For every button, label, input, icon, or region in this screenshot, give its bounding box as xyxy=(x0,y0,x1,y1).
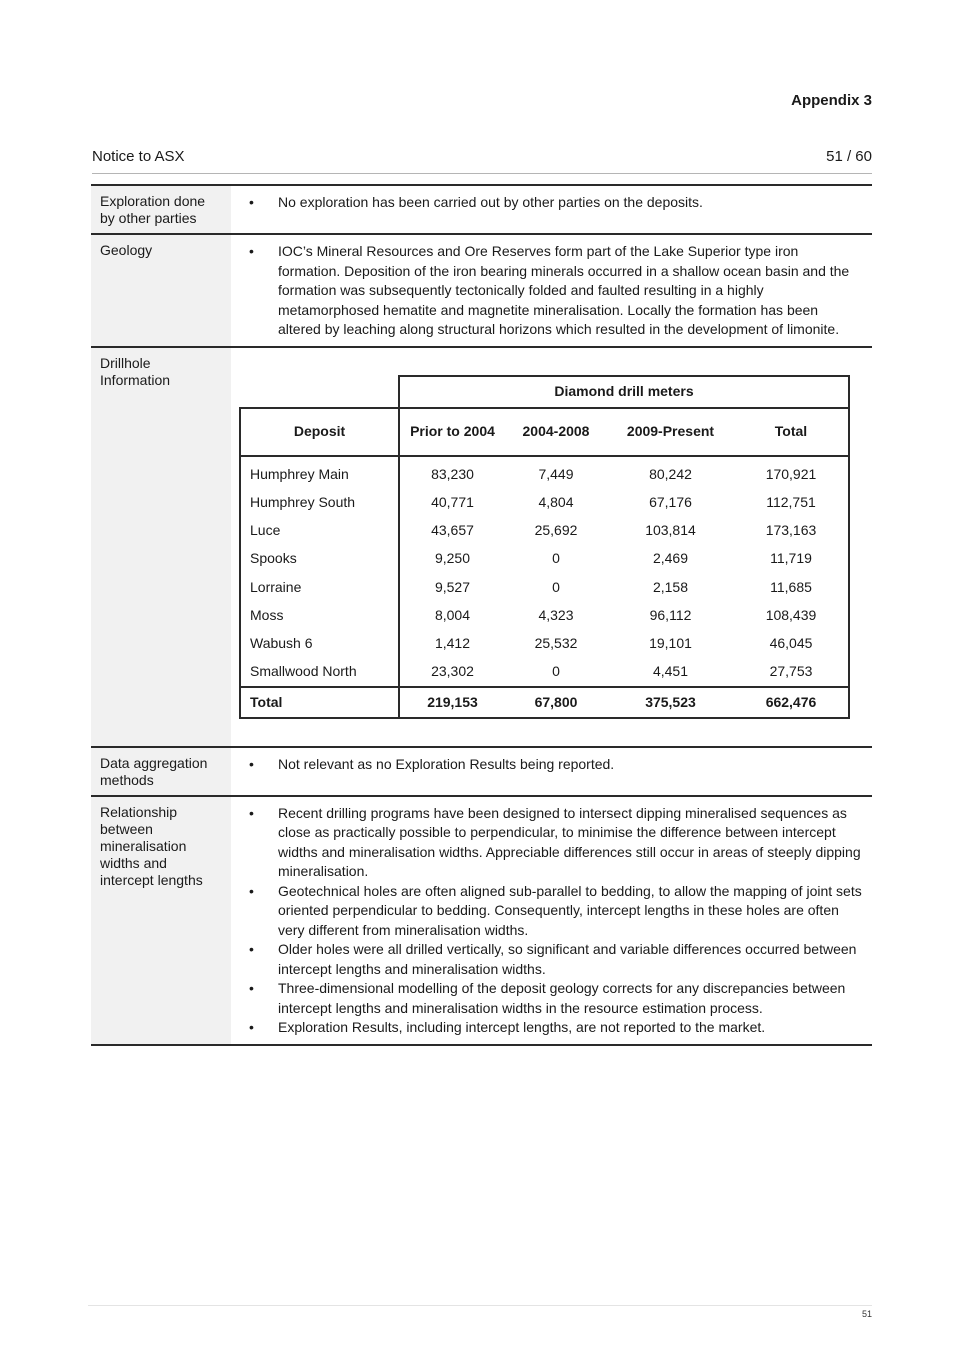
footer-divider xyxy=(88,1305,872,1306)
total-cell: 375,523 xyxy=(607,687,734,718)
meters-cell: 4,804 xyxy=(538,494,574,511)
deposit-name-cell: Luce xyxy=(240,517,399,545)
drill-super-header: Diamond drill meters xyxy=(399,376,849,408)
column-header: Total xyxy=(734,408,849,456)
meters-cell: 40,771 xyxy=(399,489,505,517)
drill-meters-table xyxy=(239,375,850,720)
meters-cell: 2,158 xyxy=(652,578,689,595)
section-row-relationship xyxy=(91,796,872,1045)
drill-data-row xyxy=(240,658,849,687)
meters-cell: 8,004 xyxy=(399,601,505,629)
section-content xyxy=(231,796,872,1045)
meters-cell: 112,751 xyxy=(734,489,849,517)
column-header: 2004-2008 xyxy=(505,408,607,456)
drill-column-header-row xyxy=(240,408,849,456)
drill-super-header-row xyxy=(240,376,849,408)
deposit-name-cell: Wabush 6 xyxy=(240,630,399,658)
deposit-name-cell: Moss xyxy=(240,601,399,629)
column-header: Deposit xyxy=(240,408,399,456)
bullet-item: • Not relevant as no Exploration Results being reported. xyxy=(243,755,862,775)
drill-data-row xyxy=(240,573,849,601)
meters-cell: 11,685 xyxy=(734,573,849,601)
meters-cell: 25,532 xyxy=(534,634,578,651)
meters-cell: 103,814 xyxy=(645,522,696,539)
deposit-name-cell: Smallwood North xyxy=(240,658,399,687)
section-content xyxy=(231,747,872,796)
meters-cell: 173,163 xyxy=(734,517,849,545)
bullet-item: • IOC’s Mineral Resources and Ore Reserves form part of the Lake Superior type iron formation. Deposition of the iron bearing minerals occurred in a shallow ocean basin and the formation was subsequently tectonically folded and faulted resulting in a highly metamorphosed hematite and magnetite mineralisation. Locally the formation has been altered by leaching along structural horizons which resulted in the development of limonite. xyxy=(243,242,862,340)
bullet-item: • Older holes were all drilled vertically, so significant and variable differences occurred between intercept lengths and mineralisation widths. xyxy=(243,940,862,979)
bullet-list xyxy=(243,242,862,340)
deposit-name-cell: Spooks xyxy=(240,545,399,573)
section-content xyxy=(231,347,872,747)
meters-cell: 96,112 xyxy=(649,606,692,623)
meters-cell: 4,323 xyxy=(538,606,574,623)
page-header xyxy=(92,148,872,165)
deposit-name-cell: Humphrey South xyxy=(240,489,399,517)
total-cell: 662,476 xyxy=(734,687,849,718)
bullet-item: • Geotechnical holes are often aligned sub-parallel to bedding, to allow the mapping of joint sets oriented perpendicular to bedding. Consequently, intercept lengths in these holes are often very different from mineralisation widths. xyxy=(243,882,862,941)
total-cell: 67,800 xyxy=(505,687,607,718)
meters-cell: 4,451 xyxy=(652,663,689,680)
page-indicator: 51 / 60 xyxy=(826,148,872,165)
section-label: Drillhole Information xyxy=(91,347,231,747)
section-row-exploration xyxy=(91,185,872,234)
meters-cell: 170,921 xyxy=(734,456,849,489)
meters-cell: 80,242 xyxy=(649,465,692,482)
header-divider xyxy=(92,173,872,174)
column-header: Prior to 2004 xyxy=(399,408,505,456)
meters-cell: 11,719 xyxy=(734,545,849,573)
criteria-table xyxy=(91,184,872,1046)
total-cell: 219,153 xyxy=(399,687,505,718)
meters-cell: 1,412 xyxy=(399,630,505,658)
drill-data-row xyxy=(240,601,849,629)
meters-cell: 83,230 xyxy=(399,456,505,489)
column-header: 2009-Present xyxy=(607,408,734,456)
section-row-geology xyxy=(91,234,872,347)
total-cell: Total xyxy=(240,687,399,718)
meters-cell: 23,302 xyxy=(399,658,505,687)
section-label: Exploration done by other parties xyxy=(91,185,231,234)
meters-cell: 0 xyxy=(552,578,560,595)
bullet-item: • Recent drilling programs have been designed to intersect dipping mineralised sequences as close as practically possible to perpendicular, to minimise the difference between intercept widths and mineralisation widths. Appreciable differences still occur in areas of steeply dipping mineralisation. xyxy=(243,804,862,882)
section-label: Geology xyxy=(91,234,231,347)
drill-total-row xyxy=(240,687,849,718)
drill-table-wrapper xyxy=(231,348,872,746)
meters-cell: 0 xyxy=(552,550,560,567)
drill-data-row xyxy=(240,545,849,573)
section-label: Data aggregation methods xyxy=(91,747,231,796)
meters-cell: 25,692 xyxy=(534,522,578,539)
bullet-list xyxy=(243,193,862,213)
section-label: Relationship between mineralisation widths and intercept lengths xyxy=(91,796,231,1045)
section-content xyxy=(231,234,872,347)
deposit-name-cell: Lorraine xyxy=(240,573,399,601)
bullet-item: • No exploration has been carried out by other parties on the deposits. xyxy=(243,193,862,213)
footer-page-number: 51 xyxy=(861,1309,872,1319)
meters-cell: 9,527 xyxy=(399,573,505,601)
bullet-item: • Three-dimensional modelling of the deposit geology corrects for any discrepancies between intercept lengths and mineralisation widths in the resource estimation process. xyxy=(243,979,862,1018)
meters-cell: 19,101 xyxy=(649,634,692,651)
meters-cell: 0 xyxy=(552,663,560,680)
bullet-list xyxy=(243,804,862,1038)
section-row-drillhole xyxy=(91,347,872,747)
drill-data-row xyxy=(240,517,849,545)
meters-cell: 46,045 xyxy=(734,630,849,658)
meters-cell: 27,753 xyxy=(734,658,849,687)
deposit-name-cell: Humphrey Main xyxy=(240,456,399,489)
drill-data-row xyxy=(240,630,849,658)
drill-data-row xyxy=(240,456,849,489)
meters-cell: 108,439 xyxy=(734,601,849,629)
meters-cell: 7,449 xyxy=(538,465,574,482)
section-content xyxy=(231,185,872,234)
meters-cell: 2,469 xyxy=(652,550,689,567)
section-row-data-aggregation xyxy=(91,747,872,796)
appendix-label: Appendix 3 xyxy=(791,92,872,109)
drill-table-body xyxy=(240,456,849,688)
meters-cell: 67,176 xyxy=(649,494,692,511)
drill-data-row xyxy=(240,489,849,517)
bullet-item: • Exploration Results, including intercept lengths, are not reported to the market. xyxy=(243,1018,862,1038)
bullet-list xyxy=(243,755,862,775)
document-title: Notice to ASX xyxy=(92,148,185,165)
meters-cell: 9,250 xyxy=(399,545,505,573)
meters-cell: 43,657 xyxy=(399,517,505,545)
